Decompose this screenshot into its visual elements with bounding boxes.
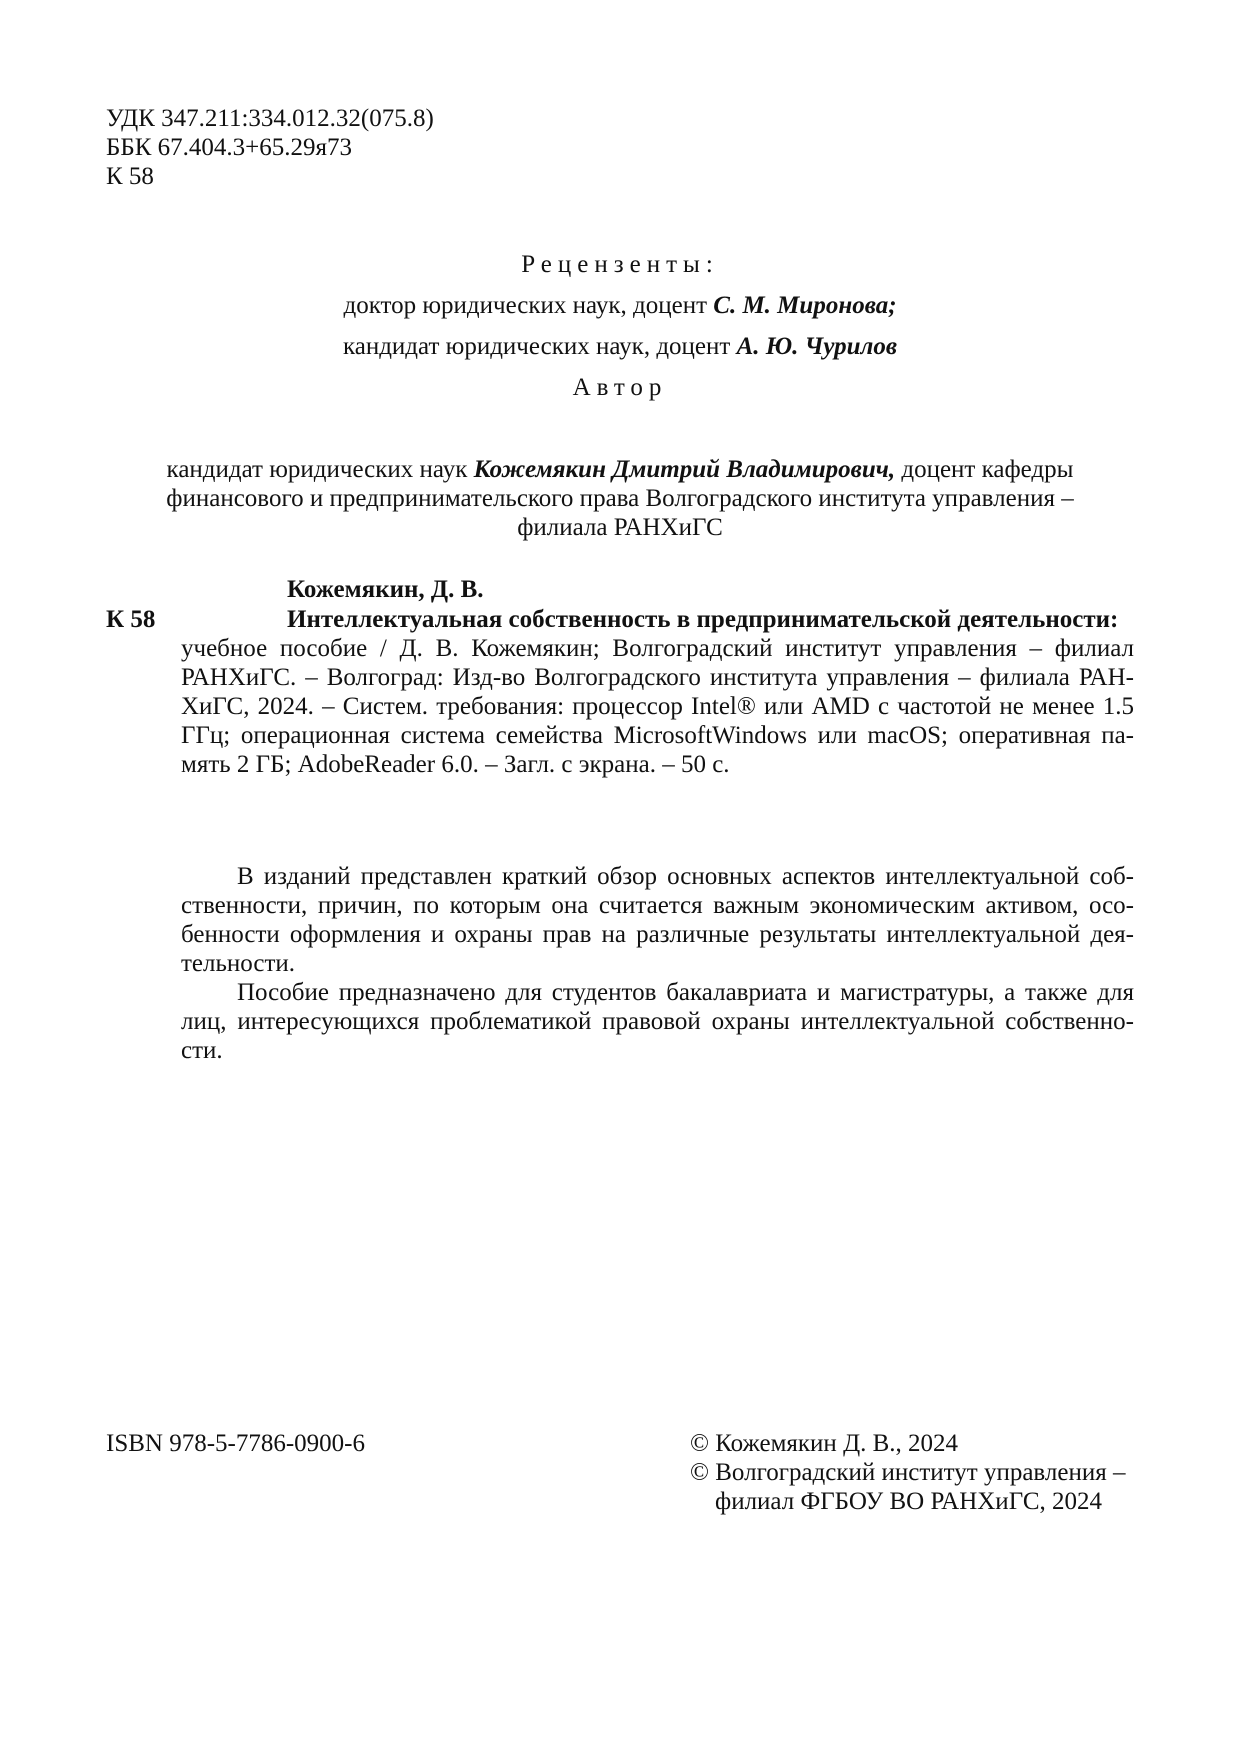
biblio-author: Кожемякин, Д. В. — [287, 576, 484, 603]
bbk-code: ББК 67.404.3+65.29я73 — [106, 134, 352, 161]
abstract-line: сти. — [181, 1037, 223, 1064]
isbn: ISBN 978-5-7786-0900-6 — [106, 1430, 366, 1457]
copyright-institute: © Волгоградский институт управления – — [690, 1459, 1126, 1486]
reviewer-2-title: кандидат юридических наук, доцент — [342, 333, 737, 360]
reviewer-1-name: С. М. Миронова; — [713, 292, 897, 319]
biblio-line: учебное пособие / Д. В. Кожемякин; Волгоградский институт управления – филиал — [181, 635, 1134, 662]
author-degree: кандидат юридических наук — [166, 456, 474, 483]
author-heading: Автор — [572, 374, 668, 401]
author-position: доцент кафедры — [895, 456, 1074, 483]
author-line-3: филиала РАНХиГС — [517, 514, 723, 541]
abstract-line: тельности. — [181, 950, 296, 977]
biblio-description — [181, 634, 1134, 779]
reviewer-1 — [120, 291, 1120, 320]
reviewer-2 — [120, 332, 1120, 361]
biblio-line: мять 2 ГБ; AdobeReader 6.0. – Загл. с экрана. – 50 с. — [181, 751, 730, 778]
abstract-line: лиц, интересующихся проблематикой правовой охраны интеллектуальной собственно- — [181, 1008, 1134, 1035]
biblio-line: ХиГС, 2024. – Систем. требования: процессор Intel® или AMD с частотой не менее 1.5 — [181, 693, 1134, 720]
author-mark: К 58 — [106, 163, 154, 190]
classification-codes — [106, 104, 434, 191]
abstract-line: Пособие предназначено для студентов бакалавриата и магистратуры, а также для — [237, 979, 1134, 1006]
biblio-line: ГГц; операционная система семейства MicrosoftWindows или macOS; оперативная па- — [181, 722, 1134, 749]
abstract — [181, 862, 1134, 1065]
reviewers-heading: Рецензенты: — [521, 251, 719, 278]
author-line-2: финансового и предпринимательского права Волгоградского института управления – — [166, 485, 1074, 512]
biblio-code: К 58 — [106, 606, 156, 633]
biblio-title: Интеллектуальная собственность в предпринимательской деятельности: — [287, 606, 1119, 633]
udk-code: УДК 347.211:334.012.32(075.8) — [106, 105, 434, 132]
author-info — [140, 455, 1100, 542]
author-line-1 — [140, 455, 1100, 484]
biblio-line: РАНХиГС. – Волгоград: Изд-во Волгоградского института управления – филиала РАН- — [181, 664, 1134, 691]
reviewer-1-title: доктор юридических наук, доцент — [343, 292, 714, 319]
abstract-line: В изданий представлен краткий обзор основных аспектов интеллектуальной соб- — [237, 863, 1134, 890]
abstract-line: ственности, причин, по которым она считается важным экономическим активом, осо- — [181, 892, 1134, 919]
author-name: Кожемякин Дмитрий Владимирович, — [473, 456, 896, 483]
copyright-author: © Кожемякин Д. В., 2024 — [690, 1430, 959, 1457]
reviewer-2-name: А. Ю. Чурилов — [736, 333, 898, 360]
copyright-institute-cont: филиал ФГБОУ ВО РАНХиГС, 2024 — [715, 1488, 1102, 1515]
abstract-line: бенности оформления и охраны прав на различные результаты интеллектуальной дея- — [181, 921, 1134, 948]
